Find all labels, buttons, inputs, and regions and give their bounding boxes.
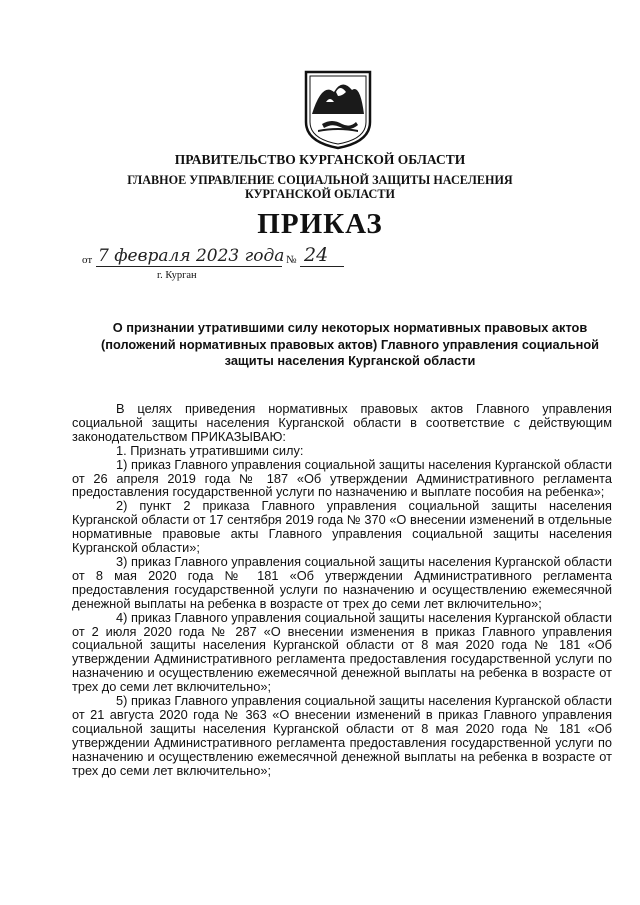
number-underline	[300, 266, 344, 267]
order-title	[80, 320, 620, 370]
department-name-line2: КУРГАНСКОЙ ОБЛАСТИ	[245, 187, 395, 201]
department-name-line1: ГЛАВНОЕ УПРАВЛЕНИЕ СОЦИАЛЬНОЙ ЗАЩИТЫ НАСЕЛЕНИЯ	[127, 173, 513, 187]
order-title-line2: (положений нормативных правовых актов) Главного управления социальной	[100, 336, 600, 352]
order-title-line1: О признании утратившими силу некоторых нормативных правовых актов	[112, 320, 588, 335]
date-prefix: от	[82, 254, 93, 266]
city-name: г. Курган	[157, 270, 197, 281]
number-label: №	[286, 254, 297, 266]
handwritten-number: 24	[304, 244, 329, 266]
subclause-4: 4) приказ Главного управления социальной защиты населения Курганской области от 2 июля 2020 года № 287 «О внесении изменения в приказ Главного управления социальной защиты населения Курганской области от 8 мая 2020 года № 181 «Об утверждении Административного регламента предоставления государственной услуги по назначению и осуществлению ежемесячной денежной выплаты на ребенка в возрасте от трех до семи лет включительно»;	[72, 609, 612, 695]
date-underline	[96, 266, 282, 267]
kurgan-oblast-coat-of-arms-icon	[302, 70, 374, 150]
org-name: ПРАВИТЕЛЬСТВО КУРГАНСКОЙ ОБЛАСТИ	[174, 152, 466, 167]
preamble-paragraph: В целях приведения нормативных правовых актов Главного управления социальной защиты населения Курганской области в соответствие с действующим законодательством ПРИКАЗЫВАЮ:	[72, 401, 612, 444]
order-body	[72, 402, 612, 777]
subclause-5: 5) приказ Главного управления социальной защиты населения Курганской области от 21 августа 2020 года № 363 «О внесении изменений в приказ Главного управления социальной защиты населения Курганской области от 8 мая 2020 года № 181 «Об утверждении Административного регламента предоставления государственной услуги по назначению и осуществлению ежемесячной денежной выплаты на ребенка в возрасте от трех до семи лет включительно»;	[72, 693, 612, 778]
department-name	[0, 173, 640, 201]
subclause-1: 1) приказ Главного управления социальной защиты населения Курганской области от 26 апреля 2019 года № 187 «Об утверждении Административного регламента предоставления государственной услуги по назначению и выплате пособия на ребенка»;	[72, 456, 612, 500]
handwritten-date: 7 февраля 2023 года	[98, 246, 285, 266]
document-type-title: ПРИКАЗ	[257, 208, 383, 240]
subclause-3: 3) приказ Главного управления социальной защиты населения Курганской области от 8 мая 2020 года № 181 «Об утверждении Административного регламента предоставления государственной услуги по назначению и осуществлению ежемесячной денежной выплаты на ребенка в возрасте от трех до семи лет включительно»;	[72, 553, 612, 611]
clause-1: 1. Признать утратившими силу:	[116, 442, 304, 458]
order-title-line3: защиты населения Курганской области	[224, 353, 476, 368]
subclause-2: 2) пункт 2 приказа Главного управления социальной защиты населения Курганской области от 17 сентября 2019 года № 370 «О внесении изменений в отдельные нормативные правовые акты Главного управления социальной защиты населения Курганской области»;	[72, 498, 612, 556]
